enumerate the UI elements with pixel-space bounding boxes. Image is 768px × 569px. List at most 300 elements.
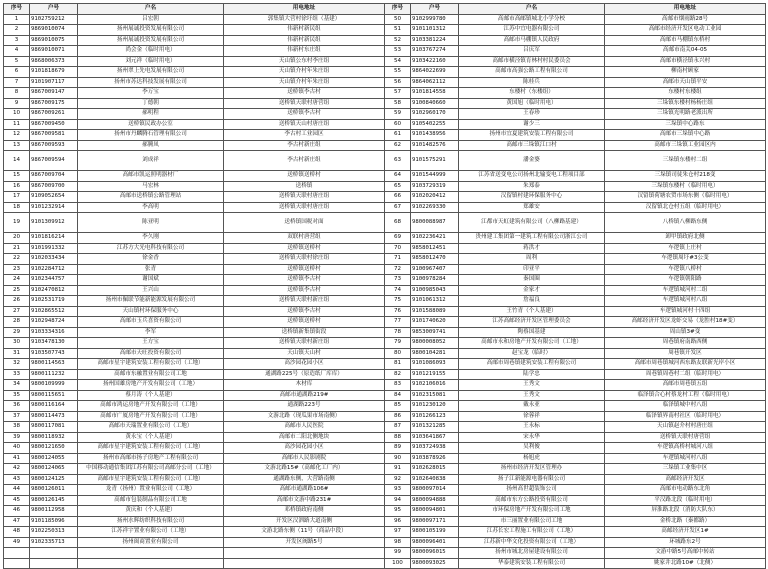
name-cell: 高邮市三垛镇江口村 (459, 140, 605, 151)
address-cell: 高邮经济开发区1# (605, 527, 766, 538)
table-row (4, 285, 766, 296)
seq-cell: 38 (4, 422, 30, 433)
seq-cell: 50 (385, 14, 411, 25)
account-cell: 9800124065 (30, 464, 78, 475)
name-cell: 扬州市城北房屋建设有限公司 (459, 548, 605, 559)
seq-cell: 81 (385, 359, 411, 370)
account-cell: 9800096015 (411, 548, 459, 559)
address-cell: 高邮经济开发区 (605, 474, 766, 485)
seq-cell: 40 (4, 443, 30, 454)
account-cell: 9100840660 (411, 98, 459, 109)
name-cell: 尚会金（临时用电） (78, 46, 224, 57)
account-cell: 9800126145 (30, 495, 78, 506)
account-cell: 9102948724 (30, 317, 78, 328)
name-cell: 扬州市高邮市扬子房地产工程有限公司 (78, 453, 224, 464)
address-cell: 三垛镇司徒朱仓村218变 (605, 171, 766, 182)
account-cell: 9800114473 (30, 411, 78, 422)
account-cell: 9800105199 (411, 527, 459, 538)
table-row (4, 233, 766, 244)
seq-cell: 56 (385, 77, 411, 88)
table-row (4, 254, 766, 265)
name-cell: 市三丽置业有限公司工地 (459, 516, 605, 527)
seq-cell: 33 (4, 369, 30, 380)
table-body (4, 14, 766, 569)
seq-cell: 95 (385, 506, 411, 517)
account-cell: 9101232914 (30, 202, 78, 213)
address-cell: 伟新村新民组 (224, 35, 385, 46)
account-cell: 9103334316 (30, 327, 78, 338)
address-cell: 柳南村顾家 (605, 67, 766, 78)
account-cell: 9102315081 (411, 390, 459, 401)
seq-cell: 53 (385, 46, 411, 57)
name-cell: 江苏高邮经济开发区管理委员会 (459, 317, 605, 328)
table-row (4, 14, 766, 25)
account-cell: 9103381224 (411, 35, 459, 46)
address-cell: 送桥镇李古村 (224, 88, 385, 99)
account-cell: 9800094801 (411, 506, 459, 517)
table-row (4, 140, 766, 151)
name-cell: 陶蔡国基建 (459, 327, 605, 338)
account-cell: 9102628015 (411, 464, 459, 475)
address-cell: 李古村工业园区 (224, 130, 385, 141)
name-cell: 扬州展诚投资发展有限公司 (78, 35, 224, 46)
name-cell: 印亚平 (459, 264, 605, 275)
account-cell: 9800097171 (411, 516, 459, 527)
name-cell: 扬州市丹麟腾石管理有限公司 (78, 130, 224, 141)
table-row (4, 306, 766, 317)
name-cell: 扬州国雄房地产开发有限公司（工地） (78, 380, 224, 391)
seq-cell: 28 (4, 317, 30, 328)
seq-cell: 12 (4, 130, 30, 141)
table-row (4, 243, 766, 254)
seq-cell: 84 (385, 390, 411, 401)
account-cell: 9101991332 (30, 243, 78, 254)
account-cell: 9800097014 (411, 485, 459, 496)
name-cell: 王春珍 (459, 109, 605, 120)
account-cell: 9100985043 (411, 285, 459, 296)
name-cell: 张青 (78, 264, 224, 275)
address-cell: 送桥镇送桥村 (224, 264, 385, 275)
account-cell: 9864022699 (411, 67, 459, 78)
account-cell: 9102640838 (411, 474, 459, 485)
seq-cell: 63 (385, 151, 411, 171)
address-cell: 天山镇公东村李庄组 (224, 56, 385, 67)
account-cell: 9853009741 (411, 327, 459, 338)
account-cell: 9103724938 (411, 443, 459, 454)
address-cell: 送桥镇天联村新庄组 (224, 338, 385, 349)
account-cell: 9101816214 (30, 233, 78, 244)
address-cell: 木材库 (224, 380, 385, 391)
table-row (4, 181, 766, 192)
seq-cell: 22 (4, 254, 30, 265)
table-row (4, 432, 766, 443)
seq-cell: 83 (385, 380, 411, 391)
address-cell: 高邮市经济开发区电动工业园 (605, 25, 766, 36)
seq-cell: 43 (4, 474, 30, 485)
header-account-left: 户号 (30, 4, 78, 15)
name-cell: 中国移动通信集团江苏有限公司高邮分公司（工地） (78, 464, 224, 475)
account-cell: 9800008052 (411, 338, 459, 349)
address-cell: 高邮市人民医院 (224, 422, 385, 433)
address-cell: 三垛镇东楼村（临时用电） (605, 181, 766, 192)
account-cell: 9800112958 (30, 506, 78, 517)
name-cell: 高邮市包装制品有限公司工地 (78, 495, 224, 506)
seq-cell: 71 (385, 254, 411, 265)
seq-cell: 99 (385, 548, 411, 559)
name-cell: 潘金婆 (459, 151, 605, 171)
seq-cell: 14 (4, 151, 30, 171)
seq-cell: 88 (385, 432, 411, 443)
seq-cell: 65 (385, 181, 411, 192)
seq-cell: 3 (4, 35, 30, 46)
name-cell: 詹福良 (459, 296, 605, 307)
address-cell: 高邮市天山镇平安 (605, 77, 766, 88)
address-cell: 送桥镇李古村 (224, 275, 385, 286)
name-cell: 扬州高世超装饰公司 (459, 485, 605, 496)
seq-cell: 30 (4, 338, 30, 349)
address-cell: 天山镇赵介村村唐庄组 (605, 422, 766, 433)
seq-cell: 82 (385, 369, 411, 380)
table-row (4, 495, 766, 506)
name-cell: 高邮市鸿运房地产开发有限公司（工地） (78, 401, 224, 412)
seq-cell: 92 (385, 474, 411, 485)
table-row (4, 98, 766, 109)
address-cell: 送桥镇天山村唐庄组 (224, 119, 385, 130)
name-cell: 高邮市天旺投资有限公司 (78, 348, 224, 359)
table-row (4, 130, 766, 141)
address-cell: 伟新村新民组 (224, 25, 385, 36)
seq-cell: 47 (4, 516, 30, 527)
table-row (4, 119, 766, 130)
account-cell: 9868006373 (30, 56, 78, 67)
seq-cell: 29 (4, 327, 30, 338)
name-cell: 陈桂兵 (459, 77, 605, 88)
name-cell: 江苏新中华文化投资有限公司（工地） (459, 537, 605, 548)
address-cell: 三垛镇工业集中区 (605, 464, 766, 475)
table-row (4, 485, 766, 496)
name-cell: 高邮市横泾镇育林村村民委员会 (459, 56, 605, 67)
address-cell: 高邮市南关04-05 (605, 46, 766, 57)
table-row (4, 56, 766, 67)
seq-cell: 45 (4, 495, 30, 506)
name-cell: 扬州水辉纺织科技有限公司 (78, 516, 224, 527)
seq-cell: 8 (4, 88, 30, 99)
account-cell: 9101740620 (411, 317, 459, 328)
seq-cell: 66 (385, 192, 411, 203)
address-cell: 送桥镇新集镇街段 (224, 327, 385, 338)
name-cell: 李久刚 (78, 233, 224, 244)
name-cell: 陈亚明 (78, 213, 224, 233)
seq-cell: 59 (385, 109, 411, 120)
name-cell: 吕庆军 (459, 46, 605, 57)
address-cell: 李古村新庄组 (224, 151, 385, 171)
seq-cell: 58 (385, 98, 411, 109)
name-cell: 王兴山 (78, 285, 224, 296)
account-cell: 9101219155 (411, 369, 459, 380)
account-cell: 9102865512 (30, 306, 78, 317)
account-cell: 9867009593 (30, 140, 78, 151)
address-cell: 通湖路223号 (224, 401, 385, 412)
account-cell: 9800093025 (411, 558, 459, 569)
address-cell: 天山镇天山村 (224, 348, 385, 359)
name-cell: 高邮市广厦房地产开发有限公司（工地） (78, 411, 224, 422)
seq-cell: 11 (4, 119, 30, 130)
address-cell: 高邮市横泾镇永兴村 (605, 56, 766, 67)
address-cell: 临泽镇城中村八组 (605, 401, 766, 412)
name-cell: 徐蓉祥 (459, 411, 605, 422)
header-seq-left: 序号 (4, 4, 30, 15)
name-cell: 郑雄安 (459, 202, 605, 213)
table-row (4, 327, 766, 338)
name-cell: 华泰建筑安装工程有限公司 (459, 558, 605, 569)
account-cell: 9103507743 (30, 348, 78, 359)
account-cell: 9100978284 (411, 275, 459, 286)
account-cell: 9102020412 (411, 192, 459, 203)
account-cell: 9102284712 (30, 264, 78, 275)
name-cell: 高邮市凯运照明器材厂 (78, 171, 224, 182)
address-cell: 开发区阀路5号 (224, 537, 385, 548)
account-cell: 9800126011 (30, 485, 78, 496)
seq-cell: 96 (385, 516, 411, 527)
seq-cell: 2 (4, 25, 30, 36)
address-cell: 汉留镇北仓村五组（临时用电） (605, 202, 766, 213)
account-cell: 9103767274 (411, 46, 459, 57)
address-cell: 周巷镇周巷村二组（临时用电） (605, 369, 766, 380)
seq-cell: 46 (4, 506, 30, 517)
seq-cell: 72 (385, 264, 411, 275)
seq-cell: 98 (385, 537, 411, 548)
name-cell: 江苏方大光电科技有限公司 (78, 243, 224, 254)
account-cell: 9103422160 (411, 56, 459, 67)
account-cell: 9102759212 (30, 14, 78, 25)
account-cell: 9101321285 (411, 422, 459, 433)
name-cell: 高邮市马棚镇人民政府 (459, 35, 605, 46)
seq-cell: 1 (4, 14, 30, 25)
table-row (4, 35, 766, 46)
table-row (4, 359, 766, 370)
account-cell: 9800116164 (30, 401, 78, 412)
seq-cell: 68 (385, 213, 411, 233)
address-cell: 天山镇介村年朱庄组 (224, 77, 385, 88)
name-cell: 市环保房地产开发有限公司工地 (459, 506, 605, 517)
account-cell: 9103641867 (411, 432, 459, 443)
address-cell: 开发区汉泗路大道南侧 (224, 516, 385, 527)
account-cell: 9102269330 (411, 202, 459, 213)
account-cell: 9867009147 (30, 88, 78, 99)
name-cell: 高邮市东融置业有限公司工地 (78, 369, 224, 380)
address-cell: 周巷镇府南路西侧 (605, 338, 766, 349)
table-row (4, 506, 766, 517)
name-cell: 谢少三 (459, 119, 605, 130)
table-row (4, 213, 766, 233)
account-cell: 9800121650 (30, 443, 78, 454)
address-cell: 天山镇介村年朱庄组 (224, 67, 385, 78)
name-cell: 高邮市星宇建筑安装工程有限公司（工地） (78, 474, 224, 485)
account-cell: 9102470812 (30, 285, 78, 296)
seq-cell: 19 (4, 213, 30, 233)
seq-cell: 54 (385, 56, 411, 67)
name-cell: 王永标 (459, 422, 605, 433)
name-cell: 贵州建工集团第一建筑工程有限公司浙江公司 (459, 233, 605, 244)
table-row (4, 296, 766, 307)
name-cell: 汉留镇村建环保服务中心 (459, 192, 605, 203)
name-cell: 黄国旭（临时用电） (459, 98, 605, 109)
name-cell: 高邮市高强公路工程有限公司 (459, 67, 605, 78)
address-cell: 送桥镇李古村 (224, 306, 385, 317)
seq-cell: 18 (4, 202, 30, 213)
table-row (4, 348, 766, 359)
seq-cell: 35 (4, 390, 30, 401)
account-cell: 9800124055 (30, 453, 78, 464)
account-cell: 9800104281 (411, 348, 459, 359)
account-cell: 9102106016 (411, 380, 459, 391)
name-cell: 江苏省送变电公司扬州北输变电工程项目部 (459, 171, 605, 182)
name-cell: 吕宏朝 (78, 14, 224, 25)
name-cell: 王秀文 (459, 390, 605, 401)
account-cell: 9101086093 (411, 359, 459, 370)
name-cell: 高邮市玉兵喜资有限公司 (78, 317, 224, 328)
address-cell: 车逻镇城河村八组 (605, 453, 766, 464)
address-cell: 高沙园花园小区 (224, 359, 385, 370)
account-cell: 9100967407 (411, 264, 459, 275)
seq-cell: 97 (385, 527, 411, 538)
address-cell: 三垛镇东楼村杨杨庄组 (605, 98, 766, 109)
account-cell: 9800117081 (30, 422, 78, 433)
header-name-right: 户名 (459, 4, 605, 15)
account-cell: 9800124125 (30, 474, 78, 485)
address-cell: 高邮市三垛镇工业园区内 (605, 140, 766, 151)
address-cell: 送桥镇天联村唐营组 (605, 432, 766, 443)
address-cell: 东楼村东楼组 (605, 88, 766, 99)
account-cell: 9800111232 (30, 369, 78, 380)
account-cell: 9867009700 (30, 181, 78, 192)
address-cell: 双联村唐营组 (224, 233, 385, 244)
seq-cell: 32 (4, 359, 30, 370)
account-cell: 9101101312 (411, 25, 459, 36)
name-cell: 蔡月涛（个人基建） (78, 390, 224, 401)
seq-cell: 51 (385, 25, 411, 36)
table-row (4, 537, 766, 548)
address-cell: 高邮市人民影剧院 (224, 453, 385, 464)
name-cell: 刘元祥（临时用电） (78, 56, 224, 67)
seq-cell: 5 (4, 56, 30, 67)
seq-cell: 4 (4, 46, 30, 57)
account-cell: 9102236421 (411, 233, 459, 244)
seq-cell: 24 (4, 275, 30, 286)
address-cell: 送桥镇送桥村 (224, 243, 385, 254)
account-cell: 9800109999 (30, 380, 78, 391)
address-cell: 高邮市三垛镇中心路 (605, 130, 766, 141)
seq-cell: 20 (4, 233, 30, 244)
name-cell: 龙青（扬州）置业有限公司（工地） (78, 485, 224, 496)
seq-cell: 36 (4, 401, 30, 412)
address-cell: 送桥镇送桥村 (224, 317, 385, 328)
seq-cell: 86 (385, 411, 411, 422)
name-cell: 金家才 (459, 285, 605, 296)
seq-cell: 89 (385, 443, 411, 454)
name-cell: 陆学忠 (459, 369, 605, 380)
header-address-left: 用电地址 (224, 4, 385, 15)
table-row (4, 275, 766, 286)
address-cell: 高邮市二阳北侧地块 (224, 432, 385, 443)
address-cell: 高邮市周巷镇五组 (605, 380, 766, 391)
name-cell: 李军 (78, 327, 224, 338)
address-cell: 邓桥镇政府南侧 (224, 506, 385, 517)
address-cell: 送桥镇国税对面 (224, 213, 385, 233)
seq-cell: 60 (385, 119, 411, 130)
address-cell: 车逻镇上庄村 (605, 243, 766, 254)
name-cell: 周利 (459, 254, 605, 265)
name-cell: 丁德朝 (78, 98, 224, 109)
name-cell: 李万宝 (78, 88, 224, 99)
header-account-right: 户号 (411, 4, 459, 15)
name-cell: 朱郑泰 (459, 181, 605, 192)
name-cell: 高邮市星宇建筑安装工程有限公司（工地） (78, 359, 224, 370)
seq-cell: 94 (385, 495, 411, 506)
seq-cell: 27 (4, 306, 30, 317)
seq-cell: 42 (4, 464, 30, 475)
name-cell: 送桥镇民政办公室 (78, 119, 224, 130)
seq-cell: 52 (385, 35, 411, 46)
name-cell: 扬州市苏达科技发展有限公司 (78, 77, 224, 88)
account-cell: 9101266123 (411, 411, 459, 422)
account-cell: 9102344757 (30, 275, 78, 286)
name-cell: 高邮市周巷镇建筑安装工程有限公司 (459, 359, 605, 370)
address-cell: 送桥镇天联村徐庄组 (224, 254, 385, 265)
seq-cell (4, 548, 30, 559)
name-cell: 扬州翠上先电发展有限公司 (78, 67, 224, 78)
table-row (4, 369, 766, 380)
seq-cell: 13 (4, 140, 30, 151)
table-row (4, 527, 766, 538)
seq-cell: 91 (385, 464, 411, 475)
name-cell: 江苏中宜电器有限公司 (459, 25, 605, 36)
address-cell: 高邮市文游中路231# (224, 495, 385, 506)
name-cell: 高邮市永和房地产开发有限公司（工地） (459, 338, 605, 349)
account-cell: 9867009594 (30, 151, 78, 171)
name-cell: 江苏祥宇置业有限公司（工地） (78, 527, 224, 538)
address-cell: 三垛镇中心路东 (605, 119, 766, 130)
name-cell: 王方宝 (78, 338, 224, 349)
address-cell: 周巷镇开发区 (605, 348, 766, 359)
address-cell: 高邮市通湖路106# (224, 485, 385, 496)
address-cell: 高沙园花园小区 (224, 443, 385, 454)
table-row (4, 46, 766, 57)
account-cell: 9869010071 (30, 46, 78, 57)
seq-cell: 41 (4, 453, 30, 464)
account-cell: 9858012470 (411, 254, 459, 265)
account-cell: 9867009450 (30, 119, 78, 130)
address-cell: 送桥镇送桥村 (224, 171, 385, 182)
name-cell: 天山镇村环保服务中心 (78, 306, 224, 317)
seq-cell: 78 (385, 327, 411, 338)
name-cell: 高邮市东方公路投资有限公司 (459, 495, 605, 506)
seq-cell: 80 (385, 348, 411, 359)
name-cell: 东楼村（东楼组） (459, 88, 605, 99)
name-cell: 吴利俊 (459, 443, 605, 454)
table-row (4, 25, 766, 36)
name-cell: 扬子江新能源电器有限公司 (459, 474, 605, 485)
seq-cell: 64 (385, 171, 411, 182)
table-row (4, 380, 766, 391)
name-cell: 徐金香 (78, 254, 224, 265)
table-row (4, 77, 766, 88)
seq-cell: 75 (385, 296, 411, 307)
seq-cell: 76 (385, 306, 411, 317)
seq-cell: 100 (385, 558, 411, 569)
seq-cell: 34 (4, 380, 30, 391)
seq-cell: 25 (4, 285, 30, 296)
